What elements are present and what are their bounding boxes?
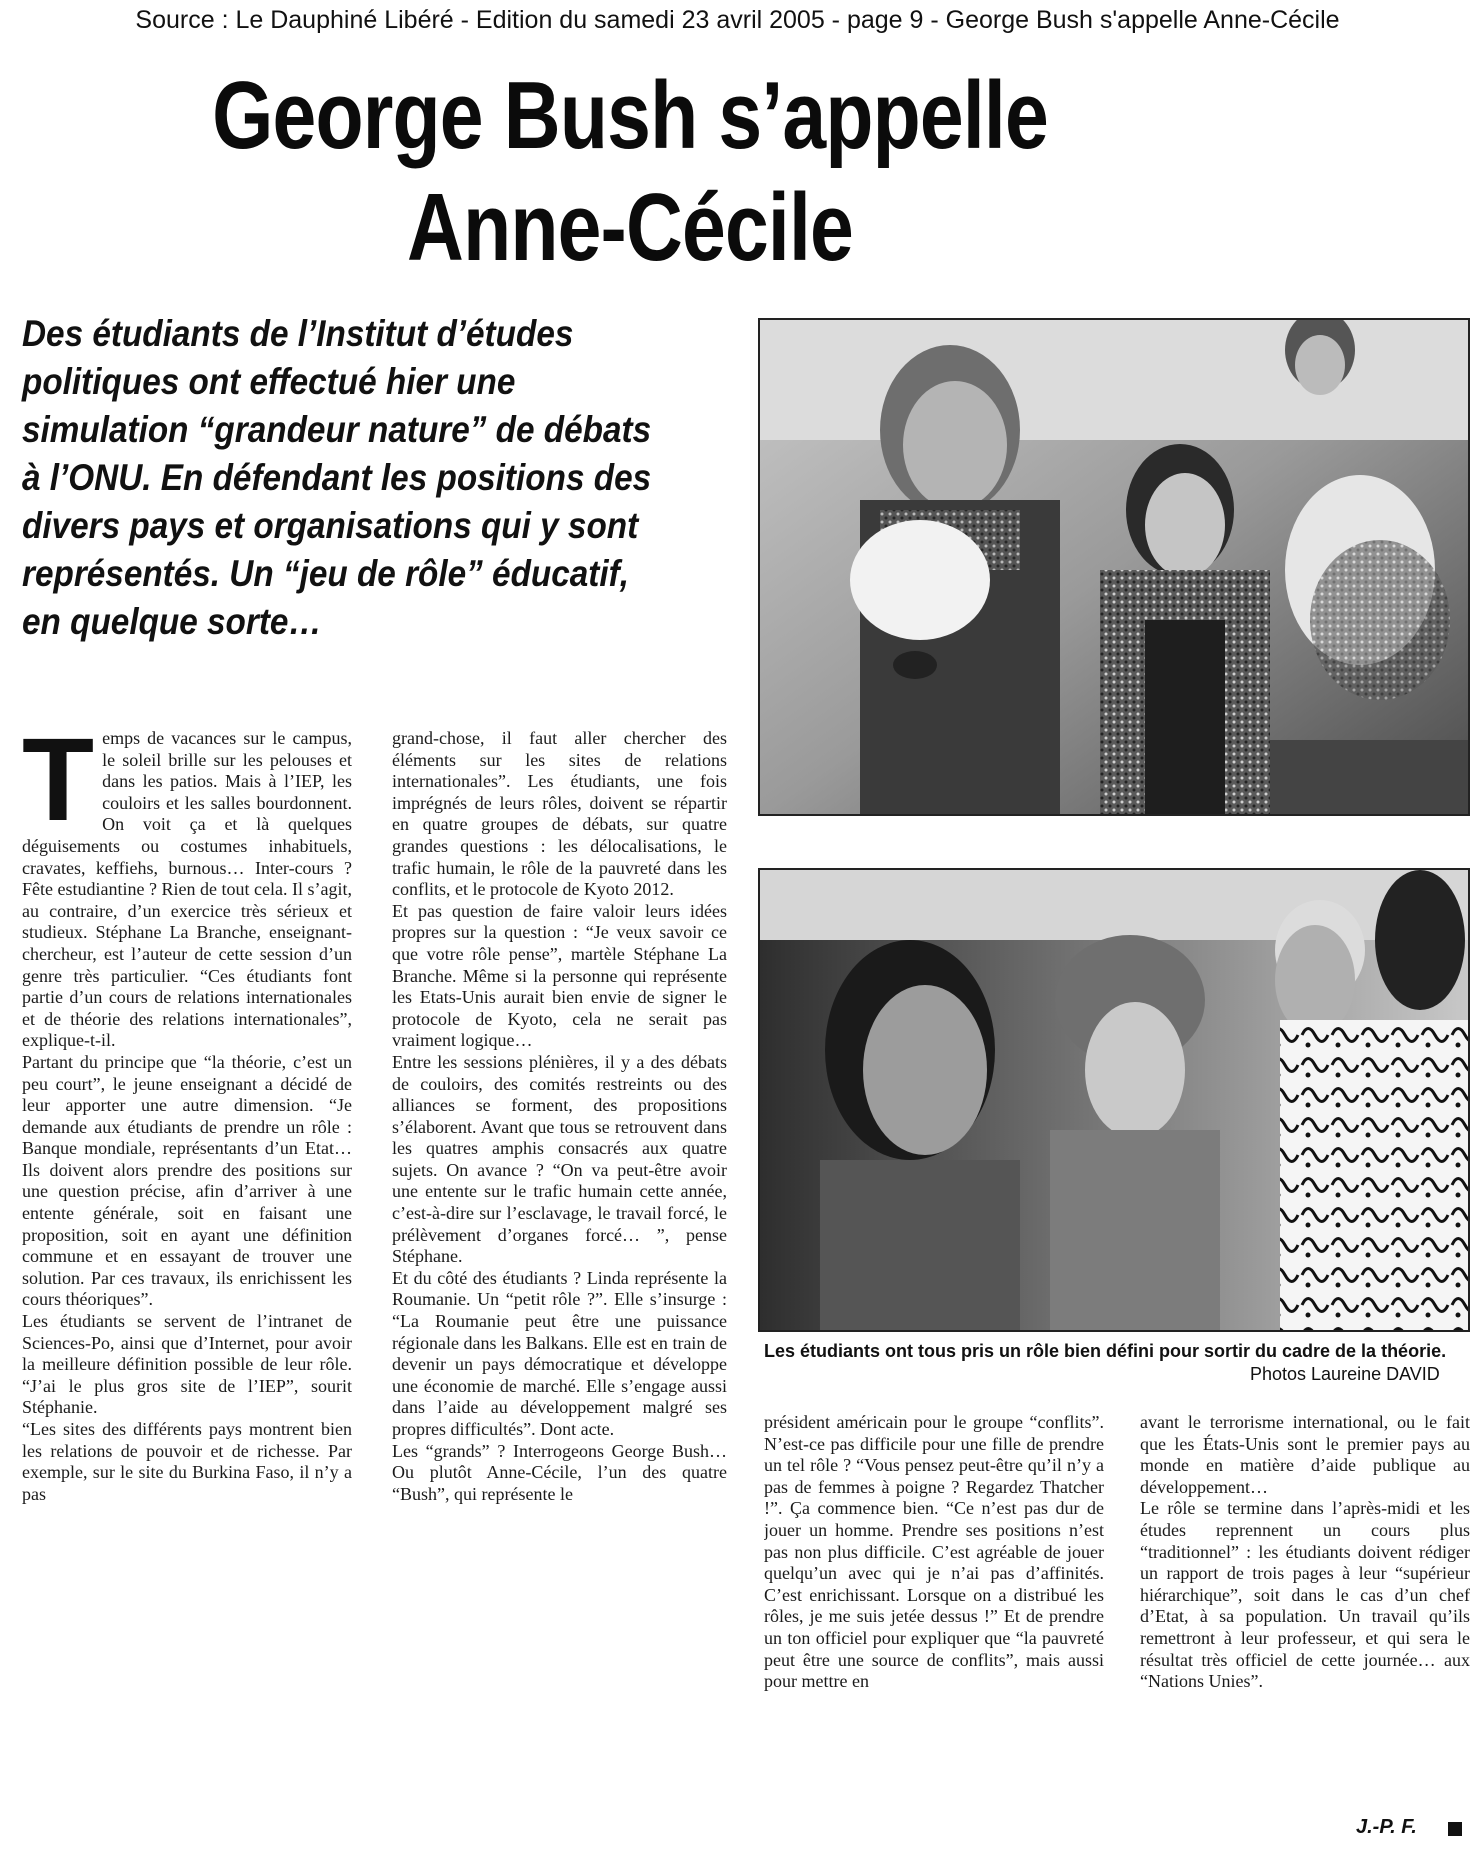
photo-credit: Photos Laureine DAVID xyxy=(1250,1364,1440,1384)
photo-students-crowd xyxy=(758,318,1470,816)
paragraph: “Les sites des différents pays montrent bien les relations de pouvoir et de richesse. Par exemple, sur le site du Burkina Faso, il n’y a pas xyxy=(22,1419,352,1504)
photo-caption: Les étudiants ont tous pris un rôle bien défini pour sortir du cadre de la théorie. xyxy=(764,1341,1447,1361)
paragraph: Et du côté des étudiants ? Linda représente la Roumanie. Un “petit rôle ?”. Elle s’insurge : “La Roumanie peut être une puissance régionale dans les Balkans. Elle est en train de devenir un pays démocratique et développe une économie de marché. Elle s’engage aussi dans l’aide au développement malgré ses propres difficultés”. Dont acte. xyxy=(392,1267,727,1439)
paragraph: Partant du principe que “la théorie, c’est un peu court”, le jeune enseignant a décidé de leur apporter une autre dimension. “Je demande aux étudiants de prendre un rôle : Banque mondiale, représentants d’un Etat… Ils doivent alors prendre des positions sur une question précise, afin d’arriver à une entente générale, soit en faisant une proposition, soit en ayant une définition commune et en essayant de trouver une solution. Par ces travaux, ils enrichissent les cours théoriques”. xyxy=(22,1051,352,1310)
paragraph: président américain pour le groupe “conflits”. N’est-ce pas difficile pour une fille de prendre un tel rôle ? “Vous pensez peut-être qu’il n’y a pas de femmes à poigne ? Regardez Thatcher !”. Ça commence bien. “Ce n’est pas dur de jouer un homme. Prendre ses positions n’est pas non plus difficile. C’est agréable de jouer quelqu’un avec qui je n’ai pas d’affinités. C’est enrichissant. Lorsque on a distribué les rôles, je me suis jetée dessus !” Et de prendre un ton officiel pour expliquer que “la pauvreté peut être une source de conflits”, mais aussi pour mettre en xyxy=(764,1412,1104,1692)
paragraph: Les “grands” ? Interrogeons George Bush… Ou plutôt Anne-Cécile, l’un des quatre “Bush”, qui représente le xyxy=(392,1440,727,1504)
source-line: Source : Le Dauphiné Libéré - Edition du samedi 23 avril 2005 - page 9 - George Bush s'appelle Anne-Cécile xyxy=(135,6,1340,34)
author-signature: J.-P. F. xyxy=(1356,1816,1417,1838)
paragraph: emps de vacances sur le campus, le soleil brille sur les pelouses et dans les patios. Mais à l’IEP, les couloirs et les salles bourdonnent. On voit ça et là quelques déguisements ou costumes inhabituels, cravates, keffiehs, burnous… Inter-cours ? Fête estudiantine ? Rien de tout cela. Il s’agit, au contraire, d’un exercice très sérieux et studieux. Stéphane La Branche, enseignant-chercheur, est l’auteur de cette session d’un genre très particulier. “Ces étudiants font partie d’un cours de relations internationales et de théorie des relations internationales”, explique-t-il. xyxy=(22,728,352,1051)
article-column-2 xyxy=(392,728,727,1843)
paragraph: grand-chose, il faut aller chercher des éléments sur les sites de relations internationales”. Les étudiants, une fois imprégnés de leurs rôles, doivent se répartir en quatre groupes de débats, sur quatre grandes questions : les délocalisations, le trafic humain, le rôle de la pauvreté dans les conflits, et le protocole de Kyoto 2012. xyxy=(392,728,727,900)
article-column-4 xyxy=(1140,1412,1470,1842)
paragraph: Et pas question de faire valoir leurs idées propres sur la question : “Je veux savoir ce que votre rôle pense”, martèle Stéphane La Branche. Même si la personne qui représente les Etats-Unis aurait bien envie de signer le protocole de Kyoto, cela ne serait pas vraiment logique… xyxy=(392,900,727,1051)
photo-students-crowd-image xyxy=(760,320,1468,814)
paragraph: Entre les sessions plénières, il y a des débats de couloirs, des comités restreints ou des alliances se forment, des propositions s’élaborent. Avant que tous se retrouvent dans les quatres amphis consacrés aux quatre sujets. On avance ? “On va peut-être avoir une entente sur le trafic humain cette année, c’est-à-dire sur l’esclavage, le travail forcé, le prélèvement d’organes forcé… ”, pense Stéphane. xyxy=(392,1051,727,1267)
chapo: Des étudiants de l’Institut d’études politiques ont effectué hier une simulation “grandeur nature” de débats à l’ONU. En défendant les positions des divers pays et organisations qui y sont représentés. Un “jeu de rôle” éducatif, en quelque sorte… xyxy=(22,313,652,642)
photo-students-roles xyxy=(758,868,1470,1332)
paragraph: Les étudiants se servent de l’intranet de Sciences-Po, ainsi que d’Internet, pour avoir la meilleure définition possible de leur rôle. “J’ai le plus gros site de l’IEP”, sourit Stéphanie. xyxy=(22,1311,352,1418)
end-of-article-mark xyxy=(1448,1822,1462,1836)
headline-line-2: Anne-Cécile xyxy=(407,174,853,281)
paragraph: avant le terrorisme international, ou le fait que les États-Unis sont le premier pays au monde en matière d’aide publique au développement… xyxy=(1140,1412,1470,1497)
paragraph: Le rôle se termine dans l’après-midi et les études reprennent un cours plus “traditionnel” : les étudiants doivent rédiger un rapport de trois pages à leur “supérieur hiérarchique”, soit dans le cas d’un chef d’Etat, à sa population. Un travail qu’ils remettront à leur professeur, et qui sera le résultat très officiel de cette journée… aux “Nations Unies”. xyxy=(1140,1498,1470,1692)
photo-students-roles-image xyxy=(760,870,1468,1330)
drop-cap: T xyxy=(22,728,95,846)
headline xyxy=(163,60,1098,284)
article-column-3 xyxy=(764,1412,1104,1842)
headline-line-1: George Bush s’appelle xyxy=(212,62,1048,169)
article-column-1 xyxy=(22,728,352,1843)
